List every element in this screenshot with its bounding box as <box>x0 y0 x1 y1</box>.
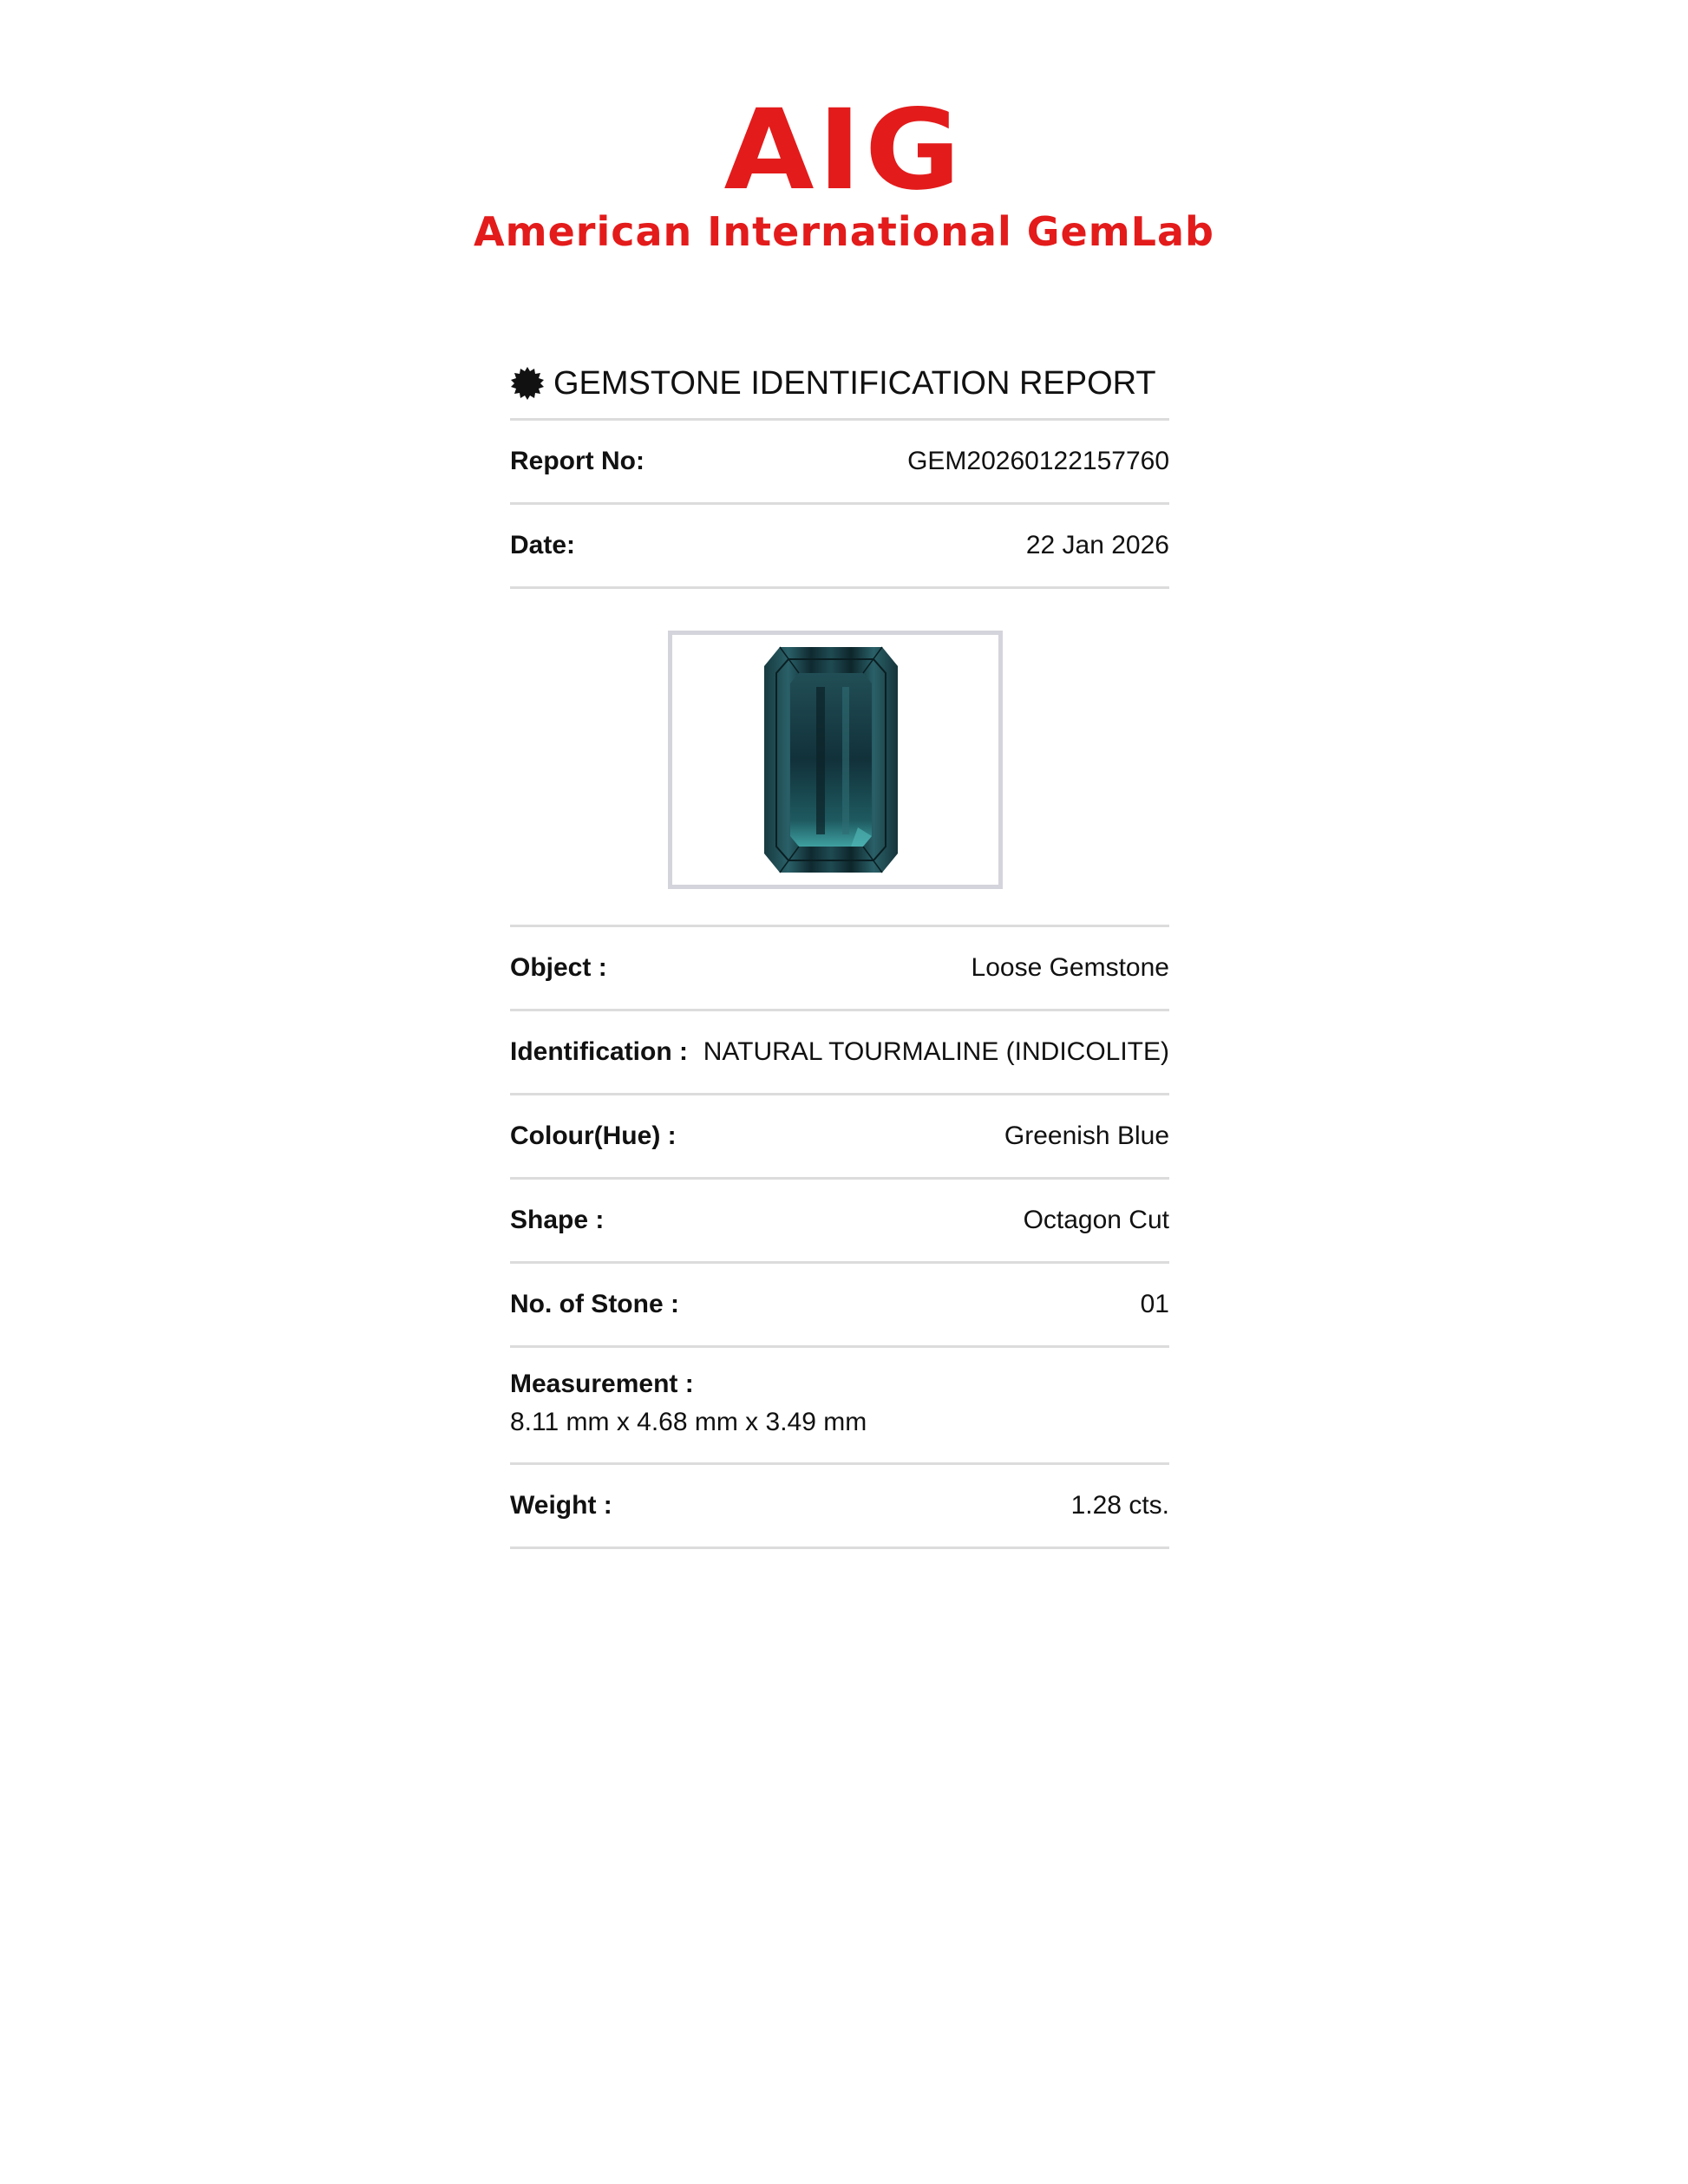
report-no-value: GEM20260122157760 <box>907 447 1169 475</box>
logo-mark: AIG <box>723 86 965 215</box>
stones-value: 01 <box>1140 1290 1169 1318</box>
date-value: 22 Jan 2026 <box>1025 531 1169 559</box>
weight-value: 1.28 cts. <box>1070 1491 1169 1520</box>
report-title-text: GEMSTONE IDENTIFICATION REPORT <box>553 364 1156 402</box>
shape-value: Octagon Cut <box>1023 1206 1169 1234</box>
colour-row <box>510 1095 1169 1180</box>
stones-label: No. of Stone : <box>510 1290 679 1318</box>
identification-row <box>510 1011 1169 1095</box>
measurement-value: 8.11 mm x 4.68 mm x 3.49 mm <box>510 1408 867 1436</box>
logo-name: American International GemLab <box>474 208 1214 255</box>
report-no-label: Report No: <box>510 447 644 475</box>
aig-logo <box>0 86 1688 255</box>
report-title <box>510 349 1169 421</box>
identification-value: NATURAL TOURMALINE (INDICOLITE) <box>703 1037 1169 1066</box>
object-label: Object : <box>510 953 607 982</box>
weight-label: Weight : <box>510 1491 612 1520</box>
colour-label: Colour(Hue) : <box>510 1121 677 1150</box>
colour-value: Greenish Blue <box>1004 1121 1169 1150</box>
seal-icon <box>510 366 545 401</box>
shape-label: Shape : <box>510 1206 605 1234</box>
shape-row <box>510 1180 1169 1264</box>
date-row <box>510 505 1169 589</box>
report-details <box>510 349 1169 1549</box>
report-no-row <box>510 421 1169 505</box>
gem-image-block <box>510 589 1169 927</box>
identification-label: Identification : <box>510 1037 688 1066</box>
measurement-label: Measurement : <box>510 1370 694 1398</box>
measurement-row <box>510 1348 1169 1465</box>
object-value: Loose Gemstone <box>971 953 1169 982</box>
gem-photo-frame <box>668 631 1003 889</box>
object-row <box>510 927 1169 1011</box>
date-label: Date: <box>510 531 576 559</box>
stones-row <box>510 1264 1169 1348</box>
octagon-gemstone-icon <box>672 635 998 885</box>
weight-row <box>510 1465 1169 1549</box>
